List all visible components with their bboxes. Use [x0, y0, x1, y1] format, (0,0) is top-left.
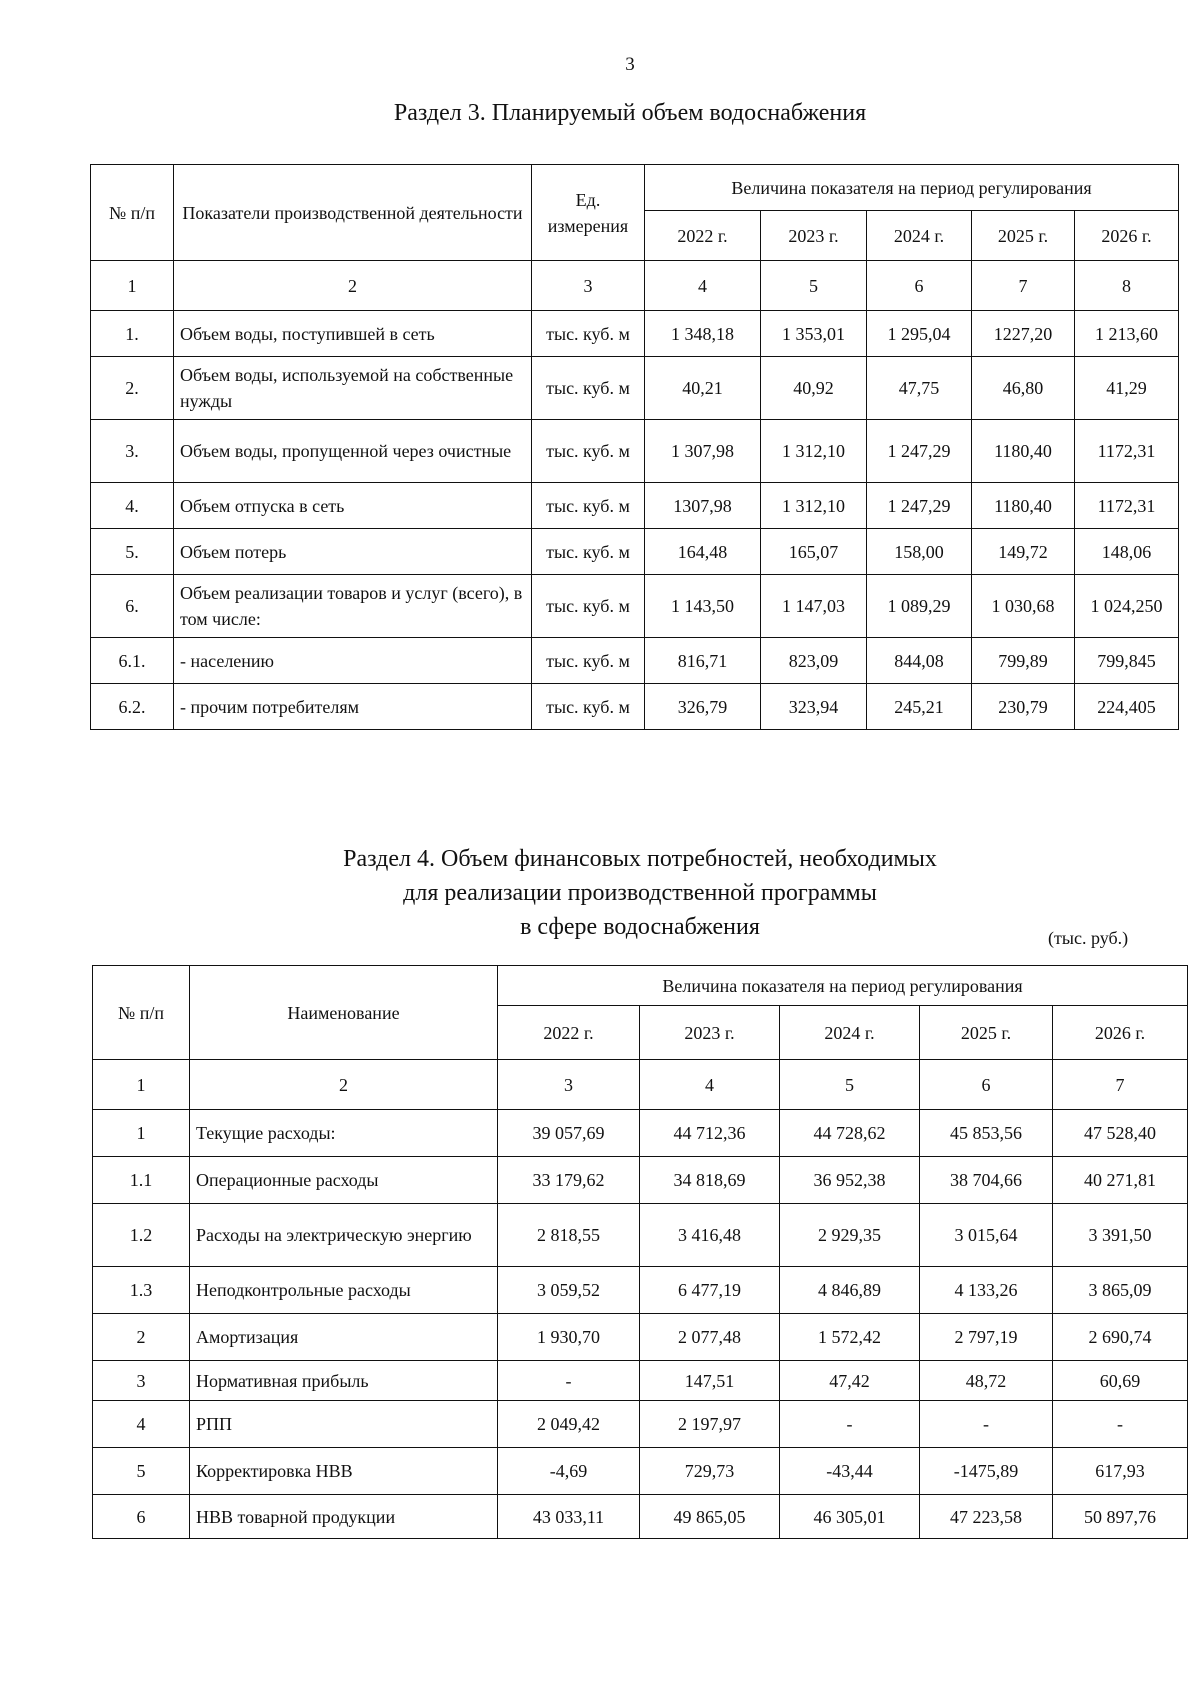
row-unit: тыс. куб. м [532, 483, 645, 529]
row-name: Объем потерь [174, 529, 532, 575]
table-row [93, 1361, 1188, 1401]
row-value: 844,08 [867, 638, 972, 684]
row-value: 164,48 [645, 529, 761, 575]
row-value: -43,44 [780, 1448, 920, 1495]
column-number: 4 [640, 1060, 780, 1110]
column-number: 2 [174, 261, 532, 311]
year-header: 2026 г. [1075, 211, 1179, 261]
table-row [91, 684, 1179, 730]
row-value: 40,92 [761, 357, 867, 420]
row-name: Объем воды, используемой на собственные нужды [174, 357, 532, 420]
row-unit: тыс. куб. м [532, 529, 645, 575]
row-value: 823,09 [761, 638, 867, 684]
row-value: 44 728,62 [780, 1110, 920, 1157]
row-number: 1 [93, 1110, 190, 1157]
row-value: 149,72 [972, 529, 1075, 575]
water-supply-volume-table [90, 164, 1179, 730]
row-value: 40 271,81 [1053, 1157, 1188, 1204]
row-name: Амортизация [190, 1314, 498, 1361]
row-name: Корректировка НВВ [190, 1448, 498, 1495]
row-number: 4. [91, 483, 174, 529]
financial-needs-table [92, 965, 1188, 1539]
column-number: 8 [1075, 261, 1179, 311]
row-value: - [498, 1361, 640, 1401]
row-value: 41,29 [1075, 357, 1179, 420]
table-row [91, 483, 1179, 529]
row-value: 3 015,64 [920, 1204, 1053, 1267]
row-value: 4 133,26 [920, 1267, 1053, 1314]
row-value: 44 712,36 [640, 1110, 780, 1157]
row-name: Объем реализации товаров и услуг (всего), в том числе: [174, 575, 532, 638]
header-period: Величина показателя на период регулирования [498, 966, 1188, 1006]
row-number: 6. [91, 575, 174, 638]
row-unit: тыс. куб. м [532, 638, 645, 684]
row-number: 6.1. [91, 638, 174, 684]
row-number: 2 [93, 1314, 190, 1361]
row-value: 2 929,35 [780, 1204, 920, 1267]
row-value: 40,21 [645, 357, 761, 420]
header-indicator: Показатели производственной деятельности [174, 165, 532, 261]
year-header: 2025 г. [920, 1006, 1053, 1060]
table-row [93, 1157, 1188, 1204]
table-row [93, 1495, 1188, 1539]
row-value: 1 930,70 [498, 1314, 640, 1361]
row-value: 1 143,50 [645, 575, 761, 638]
row-value: 2 077,48 [640, 1314, 780, 1361]
row-value: 1307,98 [645, 483, 761, 529]
column-number: 1 [91, 261, 174, 311]
row-value: 43 033,11 [498, 1495, 640, 1539]
row-value: 729,73 [640, 1448, 780, 1495]
table-row [93, 1401, 1188, 1448]
table-row [93, 1448, 1188, 1495]
row-name: Объем воды, поступившей в сеть [174, 311, 532, 357]
table-row [93, 1267, 1188, 1314]
year-header: 2023 г. [761, 211, 867, 261]
row-value: 49 865,05 [640, 1495, 780, 1539]
row-name: Операционные расходы [190, 1157, 498, 1204]
header-num: № п/п [91, 165, 174, 261]
row-value: -4,69 [498, 1448, 640, 1495]
row-value: - [1053, 1401, 1188, 1448]
row-number: 1.1 [93, 1157, 190, 1204]
row-value: 2 049,42 [498, 1401, 640, 1448]
row-unit: тыс. куб. м [532, 420, 645, 483]
column-number: 3 [532, 261, 645, 311]
row-value: 47 223,58 [920, 1495, 1053, 1539]
page-number: 3 [625, 54, 635, 75]
row-value: 1 024,250 [1075, 575, 1179, 638]
row-value: 47,75 [867, 357, 972, 420]
row-value: 2 690,74 [1053, 1314, 1188, 1361]
row-name: НВВ товарной продукции [190, 1495, 498, 1539]
row-value: 45 853,56 [920, 1110, 1053, 1157]
row-value: 46 305,01 [780, 1495, 920, 1539]
column-number: 3 [498, 1060, 640, 1110]
row-value: 1 353,01 [761, 311, 867, 357]
row-value: 48,72 [920, 1361, 1053, 1401]
row-value: 3 391,50 [1053, 1204, 1188, 1267]
table-row [91, 575, 1179, 638]
row-number: 6.2. [91, 684, 174, 730]
row-number: 5. [91, 529, 174, 575]
row-value: 1 572,42 [780, 1314, 920, 1361]
row-value: 1 312,10 [761, 483, 867, 529]
header-period: Величина показателя на период регулирования [645, 165, 1179, 211]
row-number: 1.3 [93, 1267, 190, 1314]
row-value: 1 089,29 [867, 575, 972, 638]
row-name: Объем воды, пропущенной через очистные [174, 420, 532, 483]
row-name: РПП [190, 1401, 498, 1448]
table-row [91, 311, 1179, 357]
row-value: 816,71 [645, 638, 761, 684]
row-value: 60,69 [1053, 1361, 1188, 1401]
row-value: 1172,31 [1075, 420, 1179, 483]
row-value: 799,89 [972, 638, 1075, 684]
row-value: 1 247,29 [867, 420, 972, 483]
row-number: 6 [93, 1495, 190, 1539]
header-unit: Ед. измерения [532, 165, 645, 261]
table-row [91, 529, 1179, 575]
column-number: 1 [93, 1060, 190, 1110]
row-number: 4 [93, 1401, 190, 1448]
column-number: 7 [972, 261, 1075, 311]
section4-title-line: для реализации производственной программы [403, 880, 877, 906]
table-row [93, 1204, 1188, 1267]
year-header: 2024 г. [780, 1006, 920, 1060]
section4-title [0, 842, 1200, 944]
section4-title-line: Раздел 4. Объем финансовых потребностей, необходимых [343, 846, 937, 872]
row-unit: тыс. куб. м [532, 684, 645, 730]
column-number: 6 [867, 261, 972, 311]
row-value: 245,21 [867, 684, 972, 730]
row-value: 617,93 [1053, 1448, 1188, 1495]
row-value: 6 477,19 [640, 1267, 780, 1314]
row-name: - населению [174, 638, 532, 684]
row-value: 147,51 [640, 1361, 780, 1401]
unit-note: (тыс. руб.) [1048, 928, 1129, 948]
row-value: 50 897,76 [1053, 1495, 1188, 1539]
row-number: 1.2 [93, 1204, 190, 1267]
column-number: 2 [190, 1060, 498, 1110]
row-number: 2. [91, 357, 174, 420]
row-value: 3 059,52 [498, 1267, 640, 1314]
row-value: -1475,89 [920, 1448, 1053, 1495]
year-header: 2022 г. [498, 1006, 640, 1060]
row-value: 36 952,38 [780, 1157, 920, 1204]
row-value: 38 704,66 [920, 1157, 1053, 1204]
row-name: - прочим потребителям [174, 684, 532, 730]
column-number: 5 [780, 1060, 920, 1110]
row-value: 47,42 [780, 1361, 920, 1401]
row-value: 3 865,09 [1053, 1267, 1188, 1314]
table-row [93, 1314, 1188, 1361]
row-unit: тыс. куб. м [532, 575, 645, 638]
row-value: 47 528,40 [1053, 1110, 1188, 1157]
row-number: 1. [91, 311, 174, 357]
row-value: 323,94 [761, 684, 867, 730]
table-row [91, 420, 1179, 483]
row-name: Текущие расходы: [190, 1110, 498, 1157]
year-header: 2022 г. [645, 211, 761, 261]
row-name: Неподконтрольные расходы [190, 1267, 498, 1314]
row-value: 33 179,62 [498, 1157, 640, 1204]
column-number: 7 [1053, 1060, 1188, 1110]
row-name: Объем отпуска в сеть [174, 483, 532, 529]
row-value: 4 846,89 [780, 1267, 920, 1314]
section4-title-line: в сфере водоснабжения [520, 914, 760, 940]
row-value: - [920, 1401, 1053, 1448]
row-unit: тыс. куб. м [532, 311, 645, 357]
row-value: 1 295,04 [867, 311, 972, 357]
row-value: 1 348,18 [645, 311, 761, 357]
row-value: 1227,20 [972, 311, 1075, 357]
row-value: 165,07 [761, 529, 867, 575]
table-row [93, 1110, 1188, 1157]
year-header: 2026 г. [1053, 1006, 1188, 1060]
year-header: 2024 г. [867, 211, 972, 261]
row-value: 2 197,97 [640, 1401, 780, 1448]
row-value: 148,06 [1075, 529, 1179, 575]
header-num: № п/п [93, 966, 190, 1060]
row-value: 1 213,60 [1075, 311, 1179, 357]
row-number: 3 [93, 1361, 190, 1401]
row-value: 224,405 [1075, 684, 1179, 730]
row-value: 1 312,10 [761, 420, 867, 483]
row-name: Нормативная прибыль [190, 1361, 498, 1401]
row-value: 1 247,29 [867, 483, 972, 529]
row-value: 2 797,19 [920, 1314, 1053, 1361]
column-number: 5 [761, 261, 867, 311]
row-value: 799,845 [1075, 638, 1179, 684]
row-number: 5 [93, 1448, 190, 1495]
table-row [91, 638, 1179, 684]
row-value: 34 818,69 [640, 1157, 780, 1204]
row-value: 1180,40 [972, 420, 1075, 483]
year-header: 2025 г. [972, 211, 1075, 261]
year-header: 2023 г. [640, 1006, 780, 1060]
row-value: 1 147,03 [761, 575, 867, 638]
row-value: - [780, 1401, 920, 1448]
row-value: 158,00 [867, 529, 972, 575]
row-name: Расходы на электрическую энергию [190, 1204, 498, 1267]
row-value: 1172,31 [1075, 483, 1179, 529]
table-row [91, 357, 1179, 420]
row-value: 3 416,48 [640, 1204, 780, 1267]
row-value: 1 307,98 [645, 420, 761, 483]
row-value: 39 057,69 [498, 1110, 640, 1157]
row-unit: тыс. куб. м [532, 357, 645, 420]
header-name: Наименование [190, 966, 498, 1060]
row-number: 3. [91, 420, 174, 483]
row-value: 2 818,55 [498, 1204, 640, 1267]
column-number: 4 [645, 261, 761, 311]
row-value: 1180,40 [972, 483, 1075, 529]
row-value: 230,79 [972, 684, 1075, 730]
column-number: 6 [920, 1060, 1053, 1110]
row-value: 1 030,68 [972, 575, 1075, 638]
row-value: 326,79 [645, 684, 761, 730]
row-value: 46,80 [972, 357, 1075, 420]
section3-title: Раздел 3. Планируемый объем водоснабжения [393, 100, 867, 126]
